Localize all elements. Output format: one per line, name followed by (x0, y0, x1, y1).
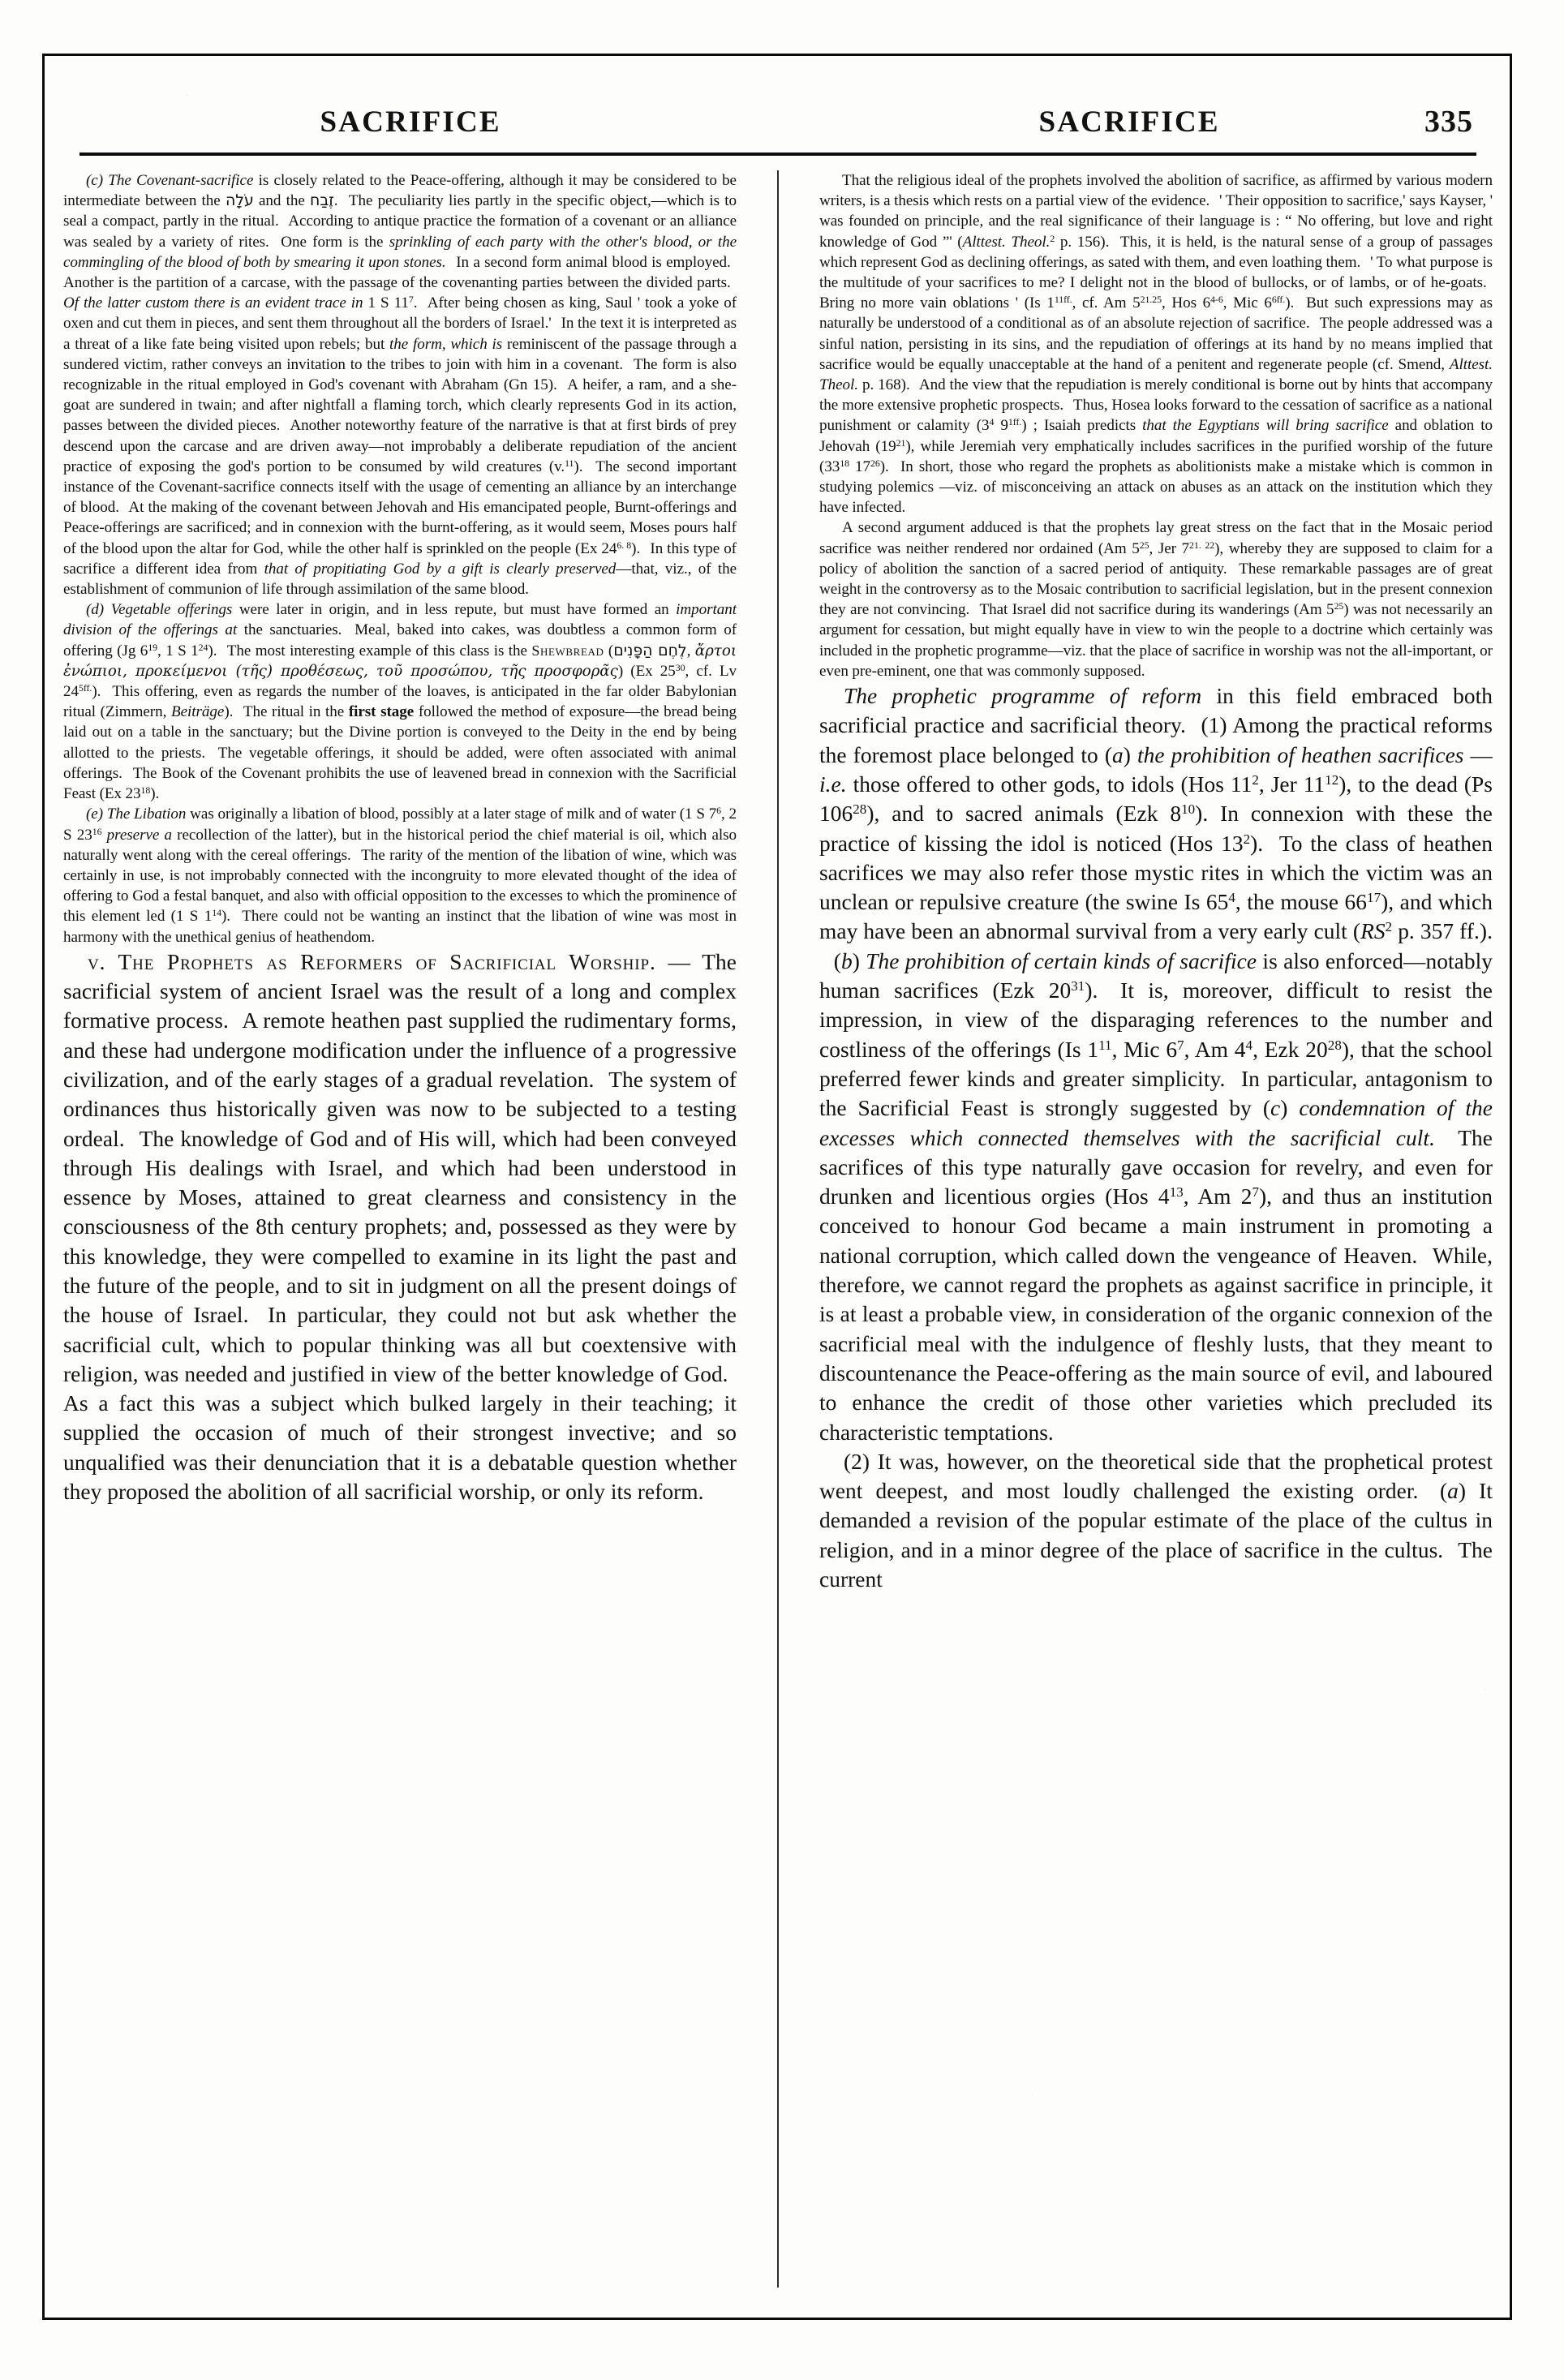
column-gutter (737, 170, 819, 2288)
right-column-body-block (819, 681, 1493, 1594)
right-column-petit-block (819, 170, 1493, 681)
paragraph-religious-ideal: That the religious ideal of the prophets involved the abolition of sacrifice, as affirmed by various modern writers, is a thesis which rests on a partial view of the evidence. ' Their opposition to sacrifice,' says Kayser, ' was founded on principle, and the real significance of their language is : “ No offering, but love and right knowledge of God ”' (Alttest. Theol.$^2$ p. 156). This, it is held, is the natural sense of a group of passages which represent God as declining offerings, as sated with them, and even loathing them. ' To what purpose is the multitude of your sacrifices to me? I delight not in the blood of bullocks, or of lambs, or of he-goats. Bring no more vain oblations ' (Is $1^{11ff.}$, cf. Am $5^{21.25}$, Hos 6$^{4-6}$, Mic $6^{6ff.}$). But such expressions may as naturally be understood of a conditional as of an absolute rejection of sacrifice. The people addressed was a sinful nation, persisting in its sins, and the repudiation of offerings at its hand by no means implied that sacrifice would be equally unacceptable at the hand of a penitent and regenerate people (cf. Smend, Alttest. Theol. p. 168). And the view that the repudiation is merely conditional is borne out by hints that accompany the more extensive prophetic prospects. Thus, Hosea looks forward to the cessation of sacrifice as a national punishment or calamity ($3^4$ $9^{1ff.}$) ; Isaiah predicts that the Egyptians will bring sacrifice and oblation to Jehovah $(19^{21})$, while Jeremiah very emphatically includes sacrifices in the purified worship of the future ($33^{18}$ $17^{26}$). In short, those who regard the prophets as abolitionists make a mistake which is common in studying polemics —viz. of misconceiving an attack on abuses as an attack on the institution which they have infected. (819, 172, 1493, 517)
running-head (58, 71, 1496, 140)
paragraph-second-argument: A second argument adduced is that the prophets lay great stress on the fact that in the Mosaic period sacrifice was neither rendered nor ordained (Am $5^{25}$, Jer $7^{21. 22}$), whereby they are supposed to claim for a policy of abolition the sanction of a sacred period of antiquity. These remarkable passages are of great weight in the controversy as to the Mosaic contribution to sacrificial legislation, but in the present connexion they are not convincing. That Israel did not sacrifice during its wanderings (Am $5^{25}$) was not necessarily an argument for cessation, but might equally have in view to win the people to a doctrine which certainly was included in the prophetic programme—viz. that the place of sacrifice in worship was not the all-important, or even pre-eminent, one that was commonly supposed. (819, 519, 1493, 680)
left-column-petit-block (63, 170, 737, 947)
column-container (63, 170, 1493, 2288)
paragraph-theoretical-side: (2) It was, however, on the theoretical side that the prophetical protest went deepest, and most loudly challenged the existing order. (a) It demanded a revision of the popular estimate of the place of the cultus in religion, and in a minor degree of the place of sacrifice in the cultus. The current (819, 1449, 1493, 1592)
left-column-body-block (63, 947, 737, 1507)
paragraph-e-the-libation: (e) The Libation was originally a libation of blood, possibly at a later stage of milk and of water (1 S $7^6$, 2 S $23^{16}$ preserve a recollection of the latter), but in the historical period the chief material is oil, which also naturally went along with the cereal offerings. The rarity of the mention of the libation of wine, which was certainly in use, is not improbably connected with the incongruity to more elevated thought of the idea of offering to God a festal banquet, and also with official opposition to the excesses to which the prominence of this element led (1 S $1^{14}$). There could not be wanting an instinct that the libation of wine was most in harmony with the unethical genius of heathendom. (63, 805, 737, 946)
paragraph-prophetic-programme: The prophetic programme of reform in this field embraced both sacrificial practice and sacrificial theory. (1) Among the practical reforms the foremost place belonged to (a) the prohibition of heathen sacrifices — i.e. those offered to other gods, to idols (Hos $11^2$, Jer $11^{12}$), to the dead (Ps $106^{28}$), and to sacred animals (Ezk $8^{10}$). In connexion with these the practice of kissing the idol is noticed (Hos $13^2$). To the class of heathen sacrifices we may also refer those mystic rites in which the victim was an unclean or repulsive creature (the swine Is $65^4$, the mouse $66^{17}$), and which may have been an abnormal survival from a very early cult ($RS^2$ p. 357 ff.). (b) The prohibition of certain kinds of sacrifice is also enforced—notably human sacrifices (Ezk $20^{31}$). It is, moreover, difficult to resist the impression, in view of the disparaging references to the number and costliness of the offerings (Is $1^{11}$, Mic $6^7$, Am $4^4$, Ezk $20^{28}$), that the school preferred fewer kinds and greater simplicity. In particular, antagonism to the Sacrificial Feast is strongly suggested by (c) condemnation of the excesses which connected themselves with the sacrificial cult. The sacrifices of this type naturally gave occasion for revelry, and even for drunken and licentious orgies (Hos $4^{13}$, Am $2^7$), and thus an institution conceived to honour God became a main instrument in promoting a national corruption, which called down the vengeance of Heaven. While, therefore, we cannot regard the prophets as against sacrifice in principle, it is at least a probable view, in consideration of the organic connexion of the sacrificial meal with the indulgence of fleshly lusts, that they meant to discountenance the Peace-offering as the main source of evil, and laboured to enhance the credit of those other varieties which precluded its characteristic temptations. (819, 684, 1493, 1445)
left-column (63, 170, 737, 2288)
paragraph-c-covenant-sacrifice: (c) The Covenant-sacrifice is closely related to the Peace-offering, although it may be considered to be intermediate between the עֹלָה and the זֶבַח. The peculiarity lies partly in the specific object,—which is to seal a compact, partly in the ritual. According to antique practice the formation of a covenant or an alliance was sealed by a variety of rites. One form is the sprinkling of each party with the other's blood, or the commingling of the blood of both by smearing it upon stones. In a second form animal blood is employed. Another is the partition of a carcase, with the passage of the covenanting parties between the divided parts. Of the latter custom there is an evident trace in 1 S $11^7$. After being chosen as king, Saul ' took a yoke of oxen and cut them in pieces, and sent them throughout all the borders of Israel.' In the text it is interpreted as a threat of a like fate being visited upon rebels; but the form, which is reminiscent of the passage through a sundered victim, rather conveys an invitation to the tribes to join with him in a covenant. The form is also recognizable in the ritual employed in God's covenant with Abraham (Gn 15). A heifer, a ram, and a she-goat are sundered in twain; and after nightfall a flaming torch, which clearly represents God in its action, passes between the divided pieces. Another noteworthy feature of the narrative is that at first birds of prey descend upon the carcase and are driven away—not improbably a deliberate repudiation of the ancient practice of exposing the god's portion to be consumed by wild creatures (v.$^{11}$). The second important instance of the Covenant-sacrifice connects itself with the usage of cementing an alliance by an interchange of blood. At the making of the covenant between Jehovah and His emancipated people, Burnt-offerings and Peace-offerings are sacrificed; and in connexion with the burnt-offering, as it would seem, Moses pours half of the blood upon the altar for God, while the other half is sprinkled on the people (Ex $24^{6. 8}$). In this type of sacrifice a different idea from that of propitiating God by a gift is clearly preserved—that, viz., of the establishment of communion of life through assimilation of the same blood. (63, 172, 737, 599)
section-v-prophets-as-reformers: v. The Prophets as Reformers of Sacrificial Worship. — The sacrificial system of ancient Israel was the result of a long and complex formative process. A remote heathen past supplied the rudimentary forms, and these had undergone modification under the influence of a progressive civilization, and of the early stages of a gradual revelation. The system of ordinances thus historically given was now to be subjected to a testing ordeal. The knowledge of God and of His will, which had been conveyed through His dealings with Israel, and which had been understood in essence by Moses, attained to great clearness and consistency in the consciousness of the 8th century prophets; and, possessed as they were by this knowledge, they were compelled to examine in its light the past and the future of the people, and to sit in judgment on all the present doings of the house of Israel. In particular, they could not but ask whether the sacrificial cult, which to popular thinking was all but coextensive with religion, was needed and justified in view of the better knowledge of God. As a fact this was a subject which bulked largely in their teaching; it supplied the occasion of much of their strongest invective; and so unqualified was their denunciation that it is a debatable question whether they proposed the abolition of all sacrificial worship, or only its reform. (63, 949, 737, 1505)
paragraph-d-vegetable-offerings: (d) Vegetable offerings were later in origin, and in less repute, but must have formed an important division of the offerings at the sanctuaries. Meal, baked into cakes, was doubtless a common form of offering (Jg $6^{19}$, 1 S $1^{24}$). The most interesting example of this class is the Shewbread (לֶחֶם הַפָּנִים, ἄρτοι ἐνώπιοι, προκείμενοι (τῆς) προθέσεως, τοῦ προσώπου, τῆς προσφορᾶς) (Ex $25^{30}$, cf. Lv $24^{5ff.}$). This offering, even as regards the number of the loaves, is anticipated in the far older Babylonian ritual (Zimmern, Beiträge). The ritual in the first stage followed the method of exposure—the bread being laid out on a table in the sanctuary; but the Divine portion is conveyed to the Deity in the end by being allotted to the priests. The vegetable offerings, it should be added, were often associated with animal offerings. The Book of the Covenant prohibits the use of leavened bread in connexion with the Sacrificial Feast (Ex $23^{18}$). (63, 601, 737, 803)
right-column (819, 170, 1493, 2288)
column-divider-rule (777, 170, 779, 2288)
running-head-right-text: SACRIFICE (1038, 105, 1220, 139)
running-head-right (763, 105, 1496, 140)
running-head-left-text: SACRIFICE (320, 105, 501, 139)
page-number: 335 (1424, 105, 1473, 139)
head-rule (79, 153, 1476, 156)
running-head-left (58, 105, 763, 140)
